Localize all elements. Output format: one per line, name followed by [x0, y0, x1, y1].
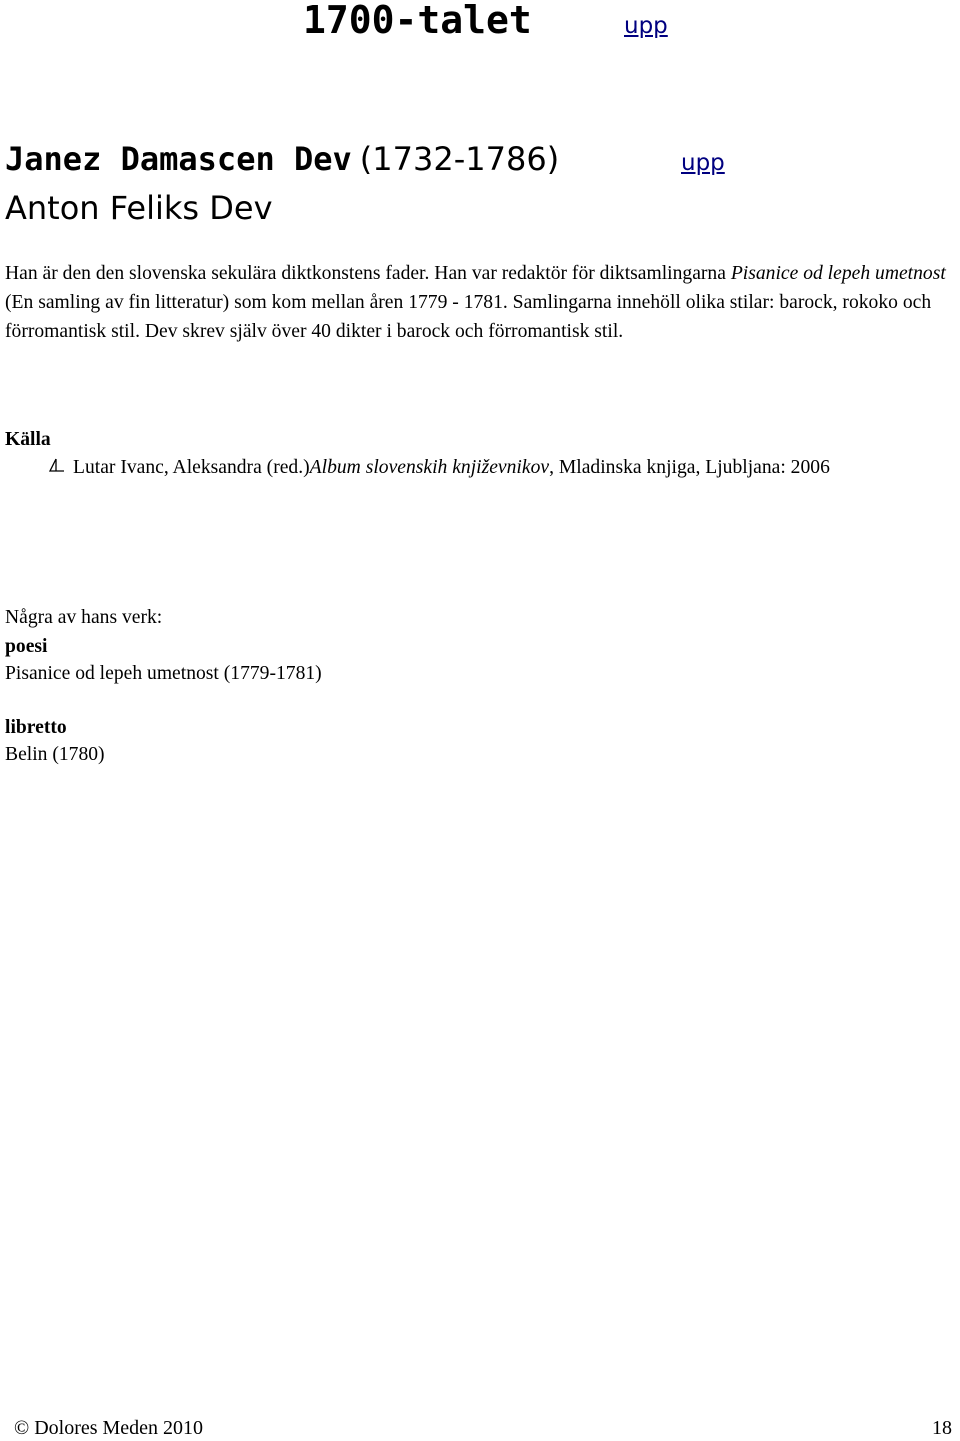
footer-copyright: © Dolores Meden 2010 — [14, 1417, 204, 1439]
author-years: (1732-1786) — [359, 140, 560, 178]
section-heading: 1700-talet — [303, 0, 532, 42]
source-publisher: , Mladinska knjiga, Ljubljana: 2006 — [549, 457, 830, 478]
author-up-link[interactable]: upp — [681, 150, 725, 176]
author-second-name: Anton Feliks Dev — [5, 189, 273, 227]
genre-label-libretto: libretto — [5, 717, 67, 738]
source-label: Källa — [5, 429, 51, 450]
genre-label-poesi: poesi — [5, 636, 48, 657]
work-item: Belin (1780) — [5, 744, 105, 765]
source-editor: Lutar Ivanc, Aleksandra (red.) — [73, 457, 310, 478]
source-book-title: Album slovenskih književnikov — [309, 457, 550, 478]
section-up-link[interactable]: upp — [624, 13, 668, 39]
author-heading — [5, 137, 559, 181]
bio-anthology-title: Pisanice od lepeh umetnost — [730, 263, 946, 284]
work-item: Pisanice od lepeh umetnost (1779-1781) — [5, 663, 322, 684]
works-intro: Några av hans verk: — [5, 607, 163, 628]
page-number: 18 — [932, 1417, 952, 1439]
author-biography — [5, 259, 955, 346]
source-reference — [73, 454, 955, 482]
author-name: Janez Damascen Dev — [5, 140, 352, 178]
triangle-bullet-icon — [48, 457, 66, 475]
bio-text-1: Han är den den slovenska sekulära diktkonstens fader. Han var redaktör för diktsamlingarna — [5, 263, 731, 284]
bio-text-2: (En samling av fin litteratur) som kom mellan åren 1779 - 1781. Samlingarna innehöll olika stilar: barock, rokoko och förromantisk stil. Dev skrev själv över 40 dikter i barock och förromantisk stil. — [5, 292, 932, 342]
